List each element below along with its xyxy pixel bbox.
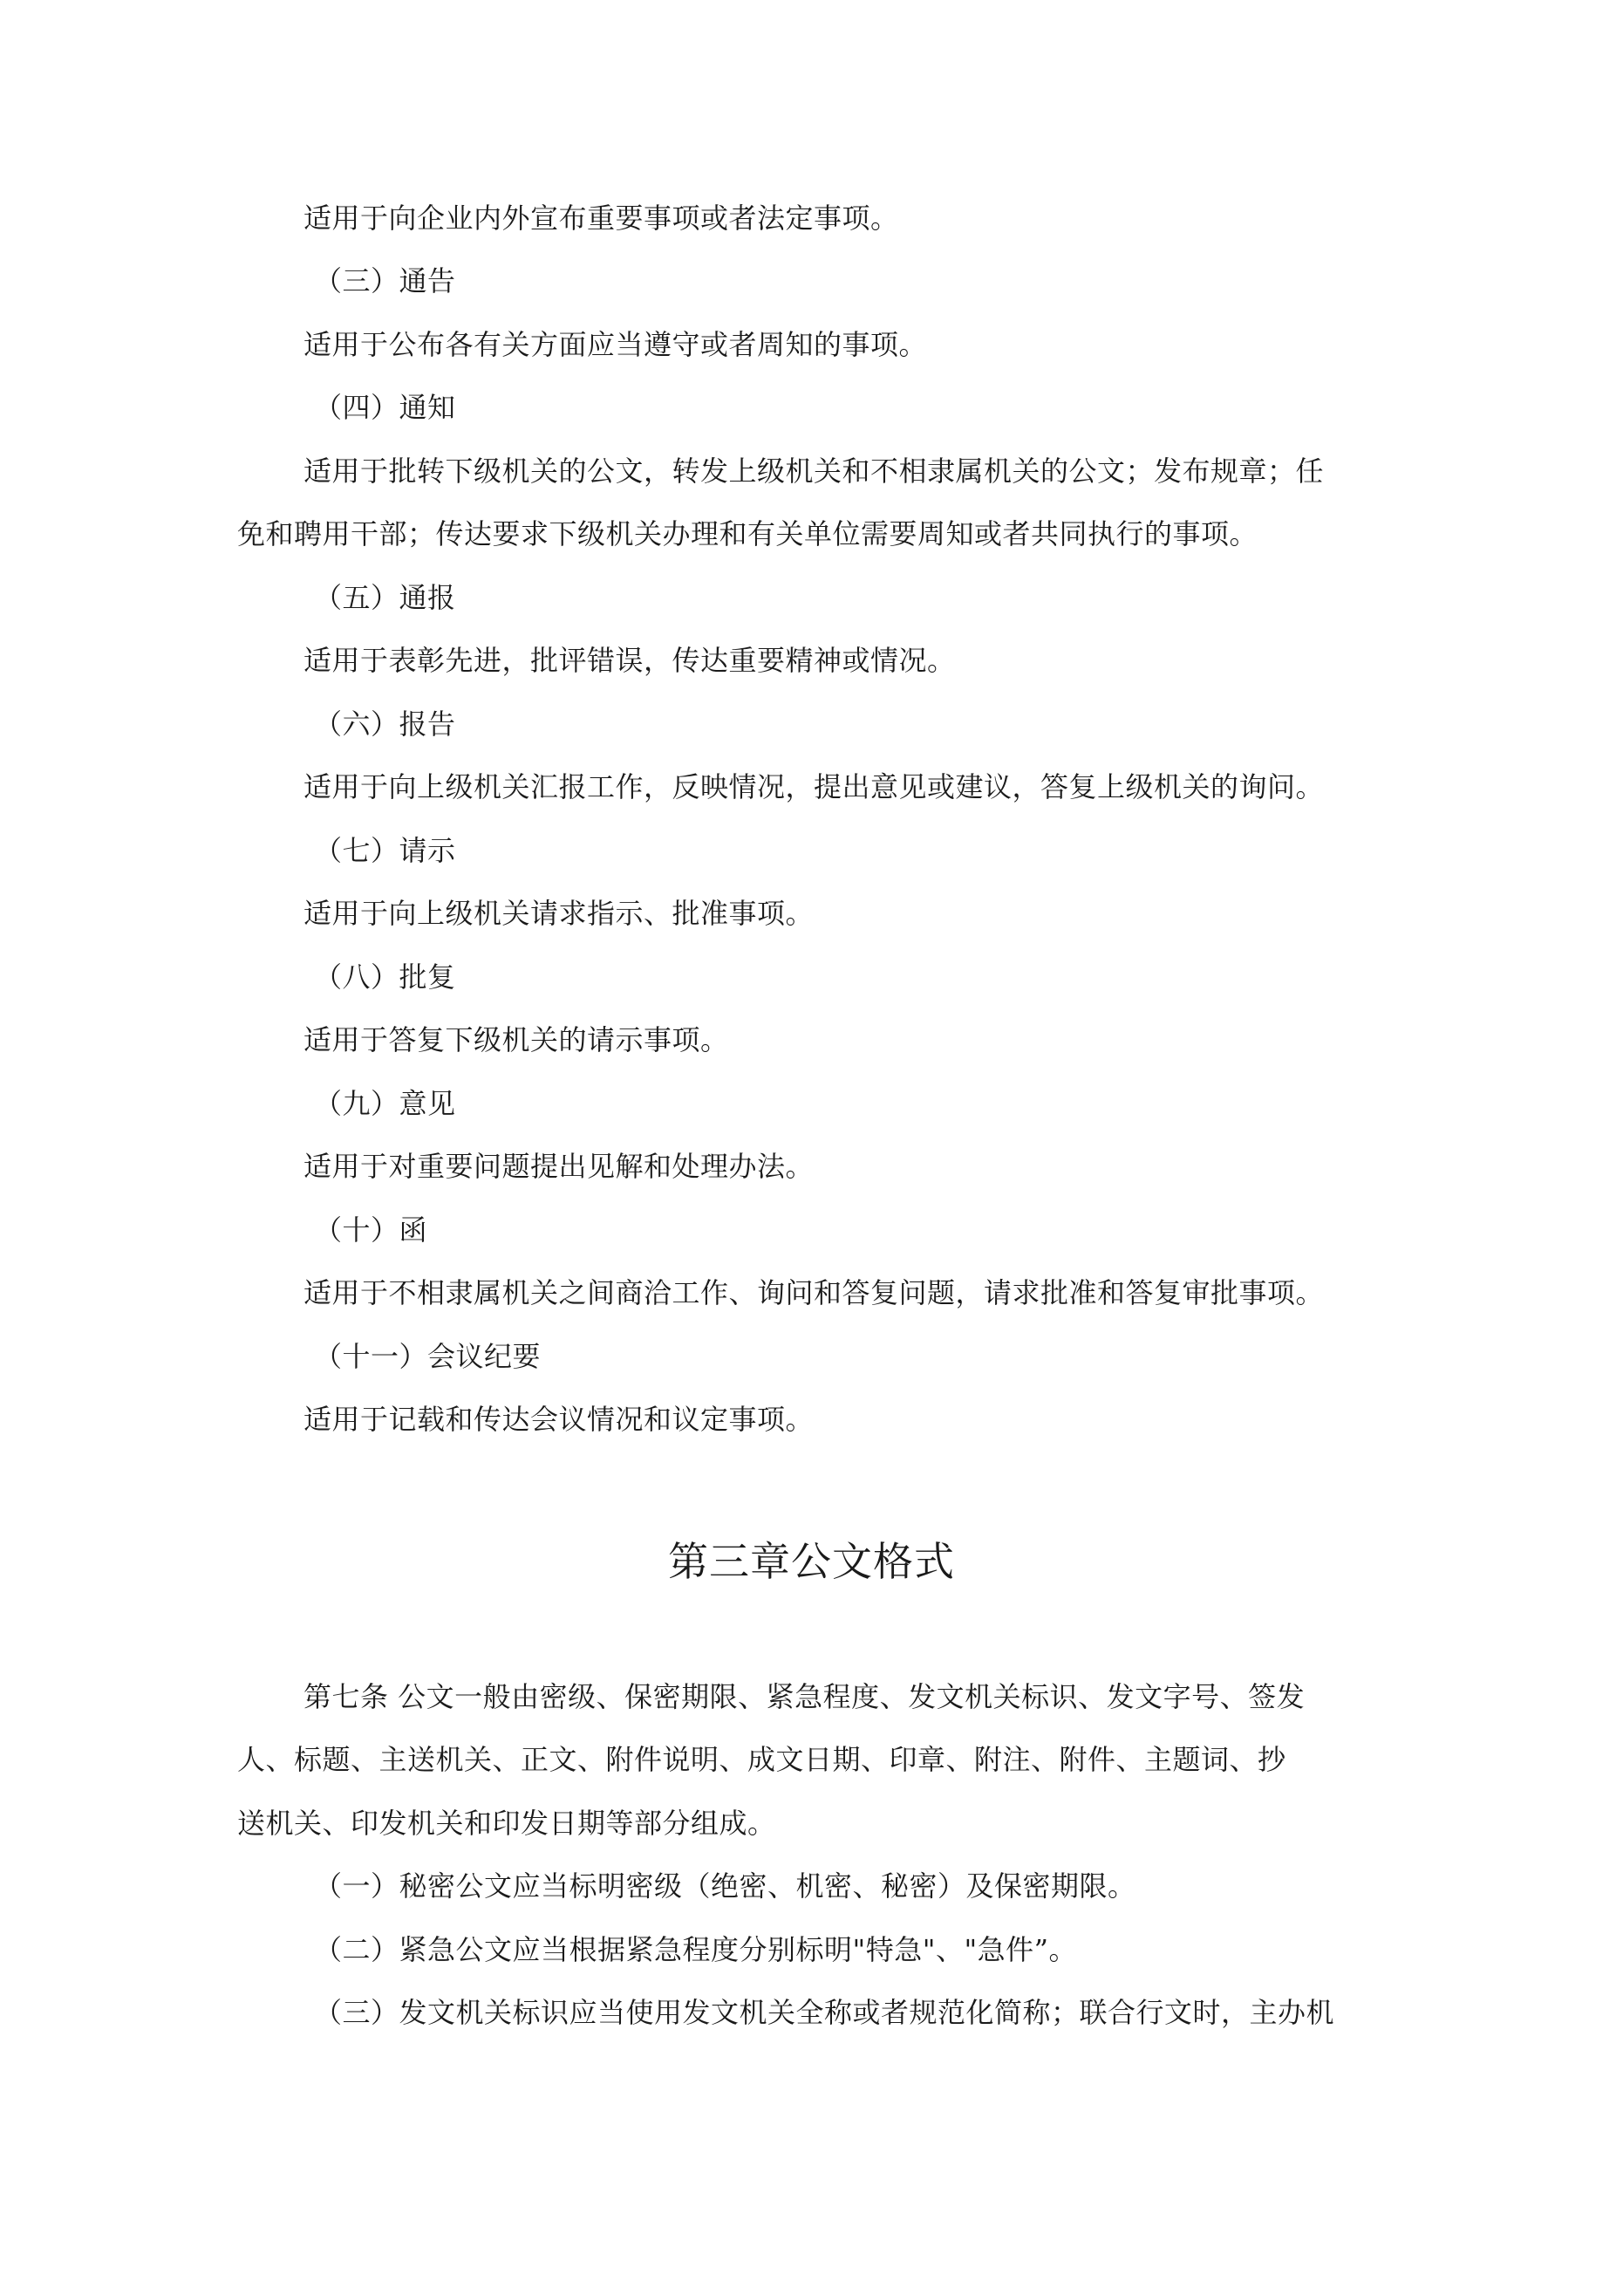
chapter-title: 第三章公文格式: [668, 1538, 955, 1585]
body-paragraph: 适用于对重要问题提出见解和处理办法。: [303, 1150, 815, 1183]
body-paragraph: 适用于公布各有关方面应当遵守或者周知的事项。: [303, 328, 928, 361]
item-heading: （七）请示: [314, 834, 456, 867]
item-heading: （六）报告: [314, 707, 456, 741]
body-paragraph-continued: 免和聘用干部；传达要求下级机关办理和有关单位需要周知或者共同执行的事项。: [237, 517, 1258, 550]
article-item: （二）紧急公文应当根据紧急程度分别标明"特急"、"急件”。: [314, 1933, 1078, 1966]
body-paragraph: 适用于向上级机关汇报工作，反映情况，提出意见或建议，答复上级机关的询问。: [303, 770, 1325, 803]
article-item: （三）发文机关标识应当使用发文机关全称或者规范化简称；联合行文时，主办机: [314, 1996, 1335, 2029]
item-heading: （八）批复: [314, 960, 456, 994]
body-paragraph: 适用于批转下级机关的公文，转发上级机关和不相隶属机关的公文；发布规章；任: [303, 454, 1325, 488]
body-paragraph: 适用于向企业内外宣布重要事项或者法定事项。: [303, 202, 899, 235]
item-heading: （九）意见: [314, 1087, 456, 1120]
item-heading: （三）通告: [314, 264, 456, 297]
article-item: （一）秘密公文应当标明密级（绝密、机密、秘密）及保密期限。: [314, 1869, 1136, 1903]
article-paragraph: 第七条 公文一般由密级、保密期限、紧急程度、发文机关标识、发文字号、签发: [303, 1680, 1306, 1713]
item-heading: （四）通知: [314, 391, 456, 424]
item-heading: （十一）会议纪要: [314, 1340, 542, 1373]
article-paragraph-continued: 送机关、印发机关和印发日期等部分组成。: [237, 1807, 776, 1840]
item-heading: （五）通报: [314, 581, 456, 614]
item-heading: （十）函: [314, 1213, 428, 1247]
body-paragraph: 适用于表彰先进，批评错误，传达重要精神或情况。: [303, 644, 956, 677]
body-paragraph: 适用于记载和传达会议情况和议定事项。: [303, 1403, 815, 1436]
body-paragraph: 适用于向上级机关请求指示、批准事项。: [303, 897, 815, 930]
body-paragraph: 适用于不相隶属机关之间商洽工作、询问和答复问题，请求批准和答复审批事项。: [303, 1276, 1325, 1309]
article-paragraph-continued: 人、标题、主送机关、正文、附件说明、成文日期、印章、附注、附件、主题词、抄: [237, 1743, 1286, 1776]
body-paragraph: 适用于答复下级机关的请示事项。: [303, 1023, 729, 1056]
